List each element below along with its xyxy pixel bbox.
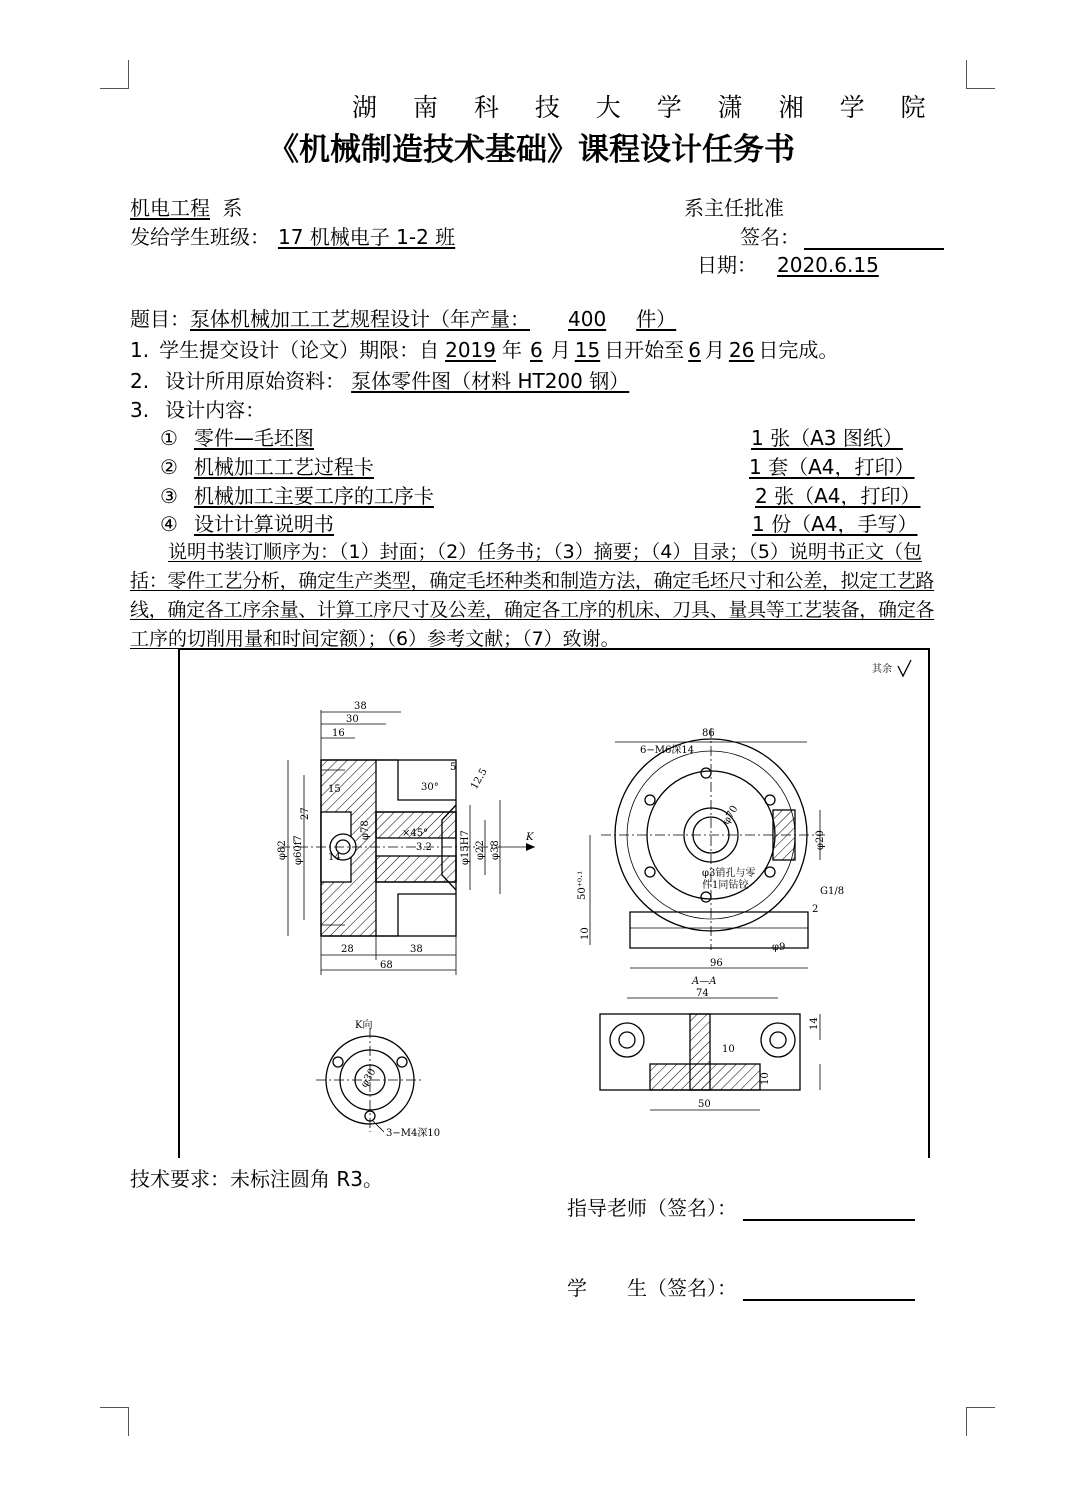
dim-phi78: φ78 [360, 820, 371, 840]
content-row: ③ 机械加工主要工序的工序卡 [160, 480, 442, 509]
content-qty: 1 套（A4，打印） [749, 455, 915, 479]
dim-16: 16 [332, 728, 345, 739]
dim-27: 27 [300, 807, 311, 820]
dim-phi9: φ9 [772, 942, 786, 953]
dim-5: 5 [450, 762, 457, 773]
dim-10b: 10 [722, 1044, 735, 1055]
document-title: 《机械制造技术基础》课程设计任务书 [268, 132, 795, 168]
content-row: ① 零件—毛坯图 [160, 422, 322, 451]
crop-mark-top-right [966, 60, 995, 89]
dim-38b: 38 [410, 944, 423, 955]
dim-2: 2 [812, 904, 819, 915]
topic-line [130, 303, 676, 332]
department-suffix: 系 [222, 196, 243, 220]
dim-g18: G1/8 [820, 886, 845, 897]
approval-label: 系主任批准 [684, 196, 784, 220]
dim-m4: 3−M4深10 [386, 1128, 441, 1139]
student-signature-field[interactable] [743, 1275, 915, 1301]
dim-14: 14 [328, 852, 341, 863]
topic-label: 题目： [130, 307, 190, 331]
dim-68: 68 [380, 960, 393, 971]
roughness-note: 其余 [872, 664, 892, 675]
content-qty: 1 份（A4，手写） [752, 512, 918, 536]
class-value: 17 机械电子 1-2 班 [278, 225, 456, 249]
roughness-symbol [898, 660, 911, 676]
dim-m6: 6−M6深14 [640, 745, 695, 756]
item-1: 1. 学生提交设计（论文）期限：自 2019 年 6 月 15 日开始至 6 月 26 日完成。 [130, 338, 839, 362]
topic-text: 泵体机械加工工艺规程设计（年产量： 400 件） [190, 307, 677, 331]
binding-line-1: 说明书装订顺序为：（1）封面；（2）任务书；（3）摘要；（4）目录；（5）说明书正文（包 [168, 541, 922, 563]
department-name: 机电工程 [130, 196, 210, 220]
dim-3-2: 3.2 [416, 842, 432, 853]
binding-line-2: 括：零件工艺分析，确定生产类型，确定毛坯种类和制造方法，确定毛坯尺寸和公差，拟定工艺路 [130, 570, 935, 592]
annual-quantity: 400 [568, 307, 607, 331]
school-name: 湖 南 科 技 大 学 潇 湘 学 院 [352, 93, 940, 122]
sign-label: 签名： [740, 225, 800, 249]
dim-15: 15 [328, 784, 341, 795]
dim-86: 86 [702, 728, 715, 739]
front-view [601, 728, 825, 950]
content-name: 机械加工工艺过程卡 [193, 455, 374, 479]
dim-phi15: φ15H7 [460, 830, 471, 865]
teacher-signature-field[interactable] [743, 1195, 915, 1221]
dim-50b: 50 [698, 1099, 711, 1110]
binding-line-3: 线，确定各工序余量、计算工序尺寸及公差，确定各工序的机床、刀具、量具等工艺装备，确定各 [130, 599, 935, 621]
dim-10: 10 [580, 927, 591, 940]
dim-96: 96 [710, 958, 723, 969]
dim-30-deg: 30° [421, 782, 439, 793]
student-signature-label: 学 生（签名）： [567, 1276, 737, 1300]
content-qty: 2 张（A4，打印） [755, 484, 921, 508]
dim-45: ×45° [402, 828, 429, 839]
dim-phi22: φ22 [475, 840, 486, 860]
student-signature-line [567, 1272, 915, 1301]
dim-phi20: φ20 [815, 830, 826, 850]
dim-phi30: φ30 [359, 1066, 379, 1090]
dim-phi82: φ82 [277, 840, 288, 860]
content-name: 设计计算说明书 [193, 512, 334, 536]
dim-phi38: φ38 [490, 840, 501, 860]
content-row: ④ 设计计算说明书 [160, 508, 342, 537]
view-k-arrow: K [526, 832, 534, 843]
item-3: 3. 设计内容： [130, 398, 266, 422]
dim-38: 38 [354, 701, 367, 712]
content-name: 零件—毛坯图 [193, 426, 314, 450]
teacher-signature-line [567, 1192, 915, 1221]
technical-requirements: 技术要求：未标注圆角 R3。 [130, 1167, 383, 1191]
dim-phi60: φ60f7 [293, 835, 304, 865]
pin-note-2: 件1同钻铰 [702, 880, 749, 891]
pin-note-1: φ3销孔与零 [702, 868, 756, 879]
pump-body-drawing [180, 650, 928, 1158]
approval-signature-field[interactable] [804, 226, 944, 250]
content-row: ② 机械加工工艺过程卡 [160, 451, 382, 480]
item-2: 2. 设计所用原始资料： 泵体零件图（材料 HT200 钢） [130, 369, 630, 393]
class-label: 发给学生班级： [130, 225, 270, 249]
content-qty: 1 张（A3 图纸） [751, 426, 903, 450]
dim-74: 74 [696, 988, 709, 999]
dim-30: 30 [346, 714, 359, 725]
section-aa-label: A—A [692, 976, 717, 987]
date-value: 2020.6.15 [777, 253, 879, 277]
date-line [697, 249, 909, 278]
date-label: 日期： [697, 253, 757, 277]
crop-mark-bottom-right [966, 1407, 995, 1436]
dim-12-5: 12.5 [469, 766, 490, 792]
dim-10c: 10 [760, 1072, 771, 1085]
dim-14b: 14 [809, 1017, 820, 1030]
teacher-signature-label: 指导老师（签名）： [567, 1196, 737, 1220]
k-view-label: K向 [355, 1020, 373, 1031]
department-line [130, 192, 242, 221]
class-line [130, 221, 463, 250]
crop-mark-top-left [100, 60, 129, 89]
content-name: 机械加工主要工序的工序卡 [193, 484, 434, 508]
sign-line [740, 221, 944, 250]
dim-phi70: φ70 [721, 803, 741, 827]
part-drawing [178, 648, 930, 1158]
crop-mark-bottom-left [100, 1407, 129, 1436]
binding-line-4: 工序的切削用量和时间定额）；（6）参考文献；（7）致谢。 [130, 628, 620, 650]
dim-28: 28 [341, 944, 354, 955]
dim-50: 50⁺⁰·¹ [577, 870, 588, 900]
